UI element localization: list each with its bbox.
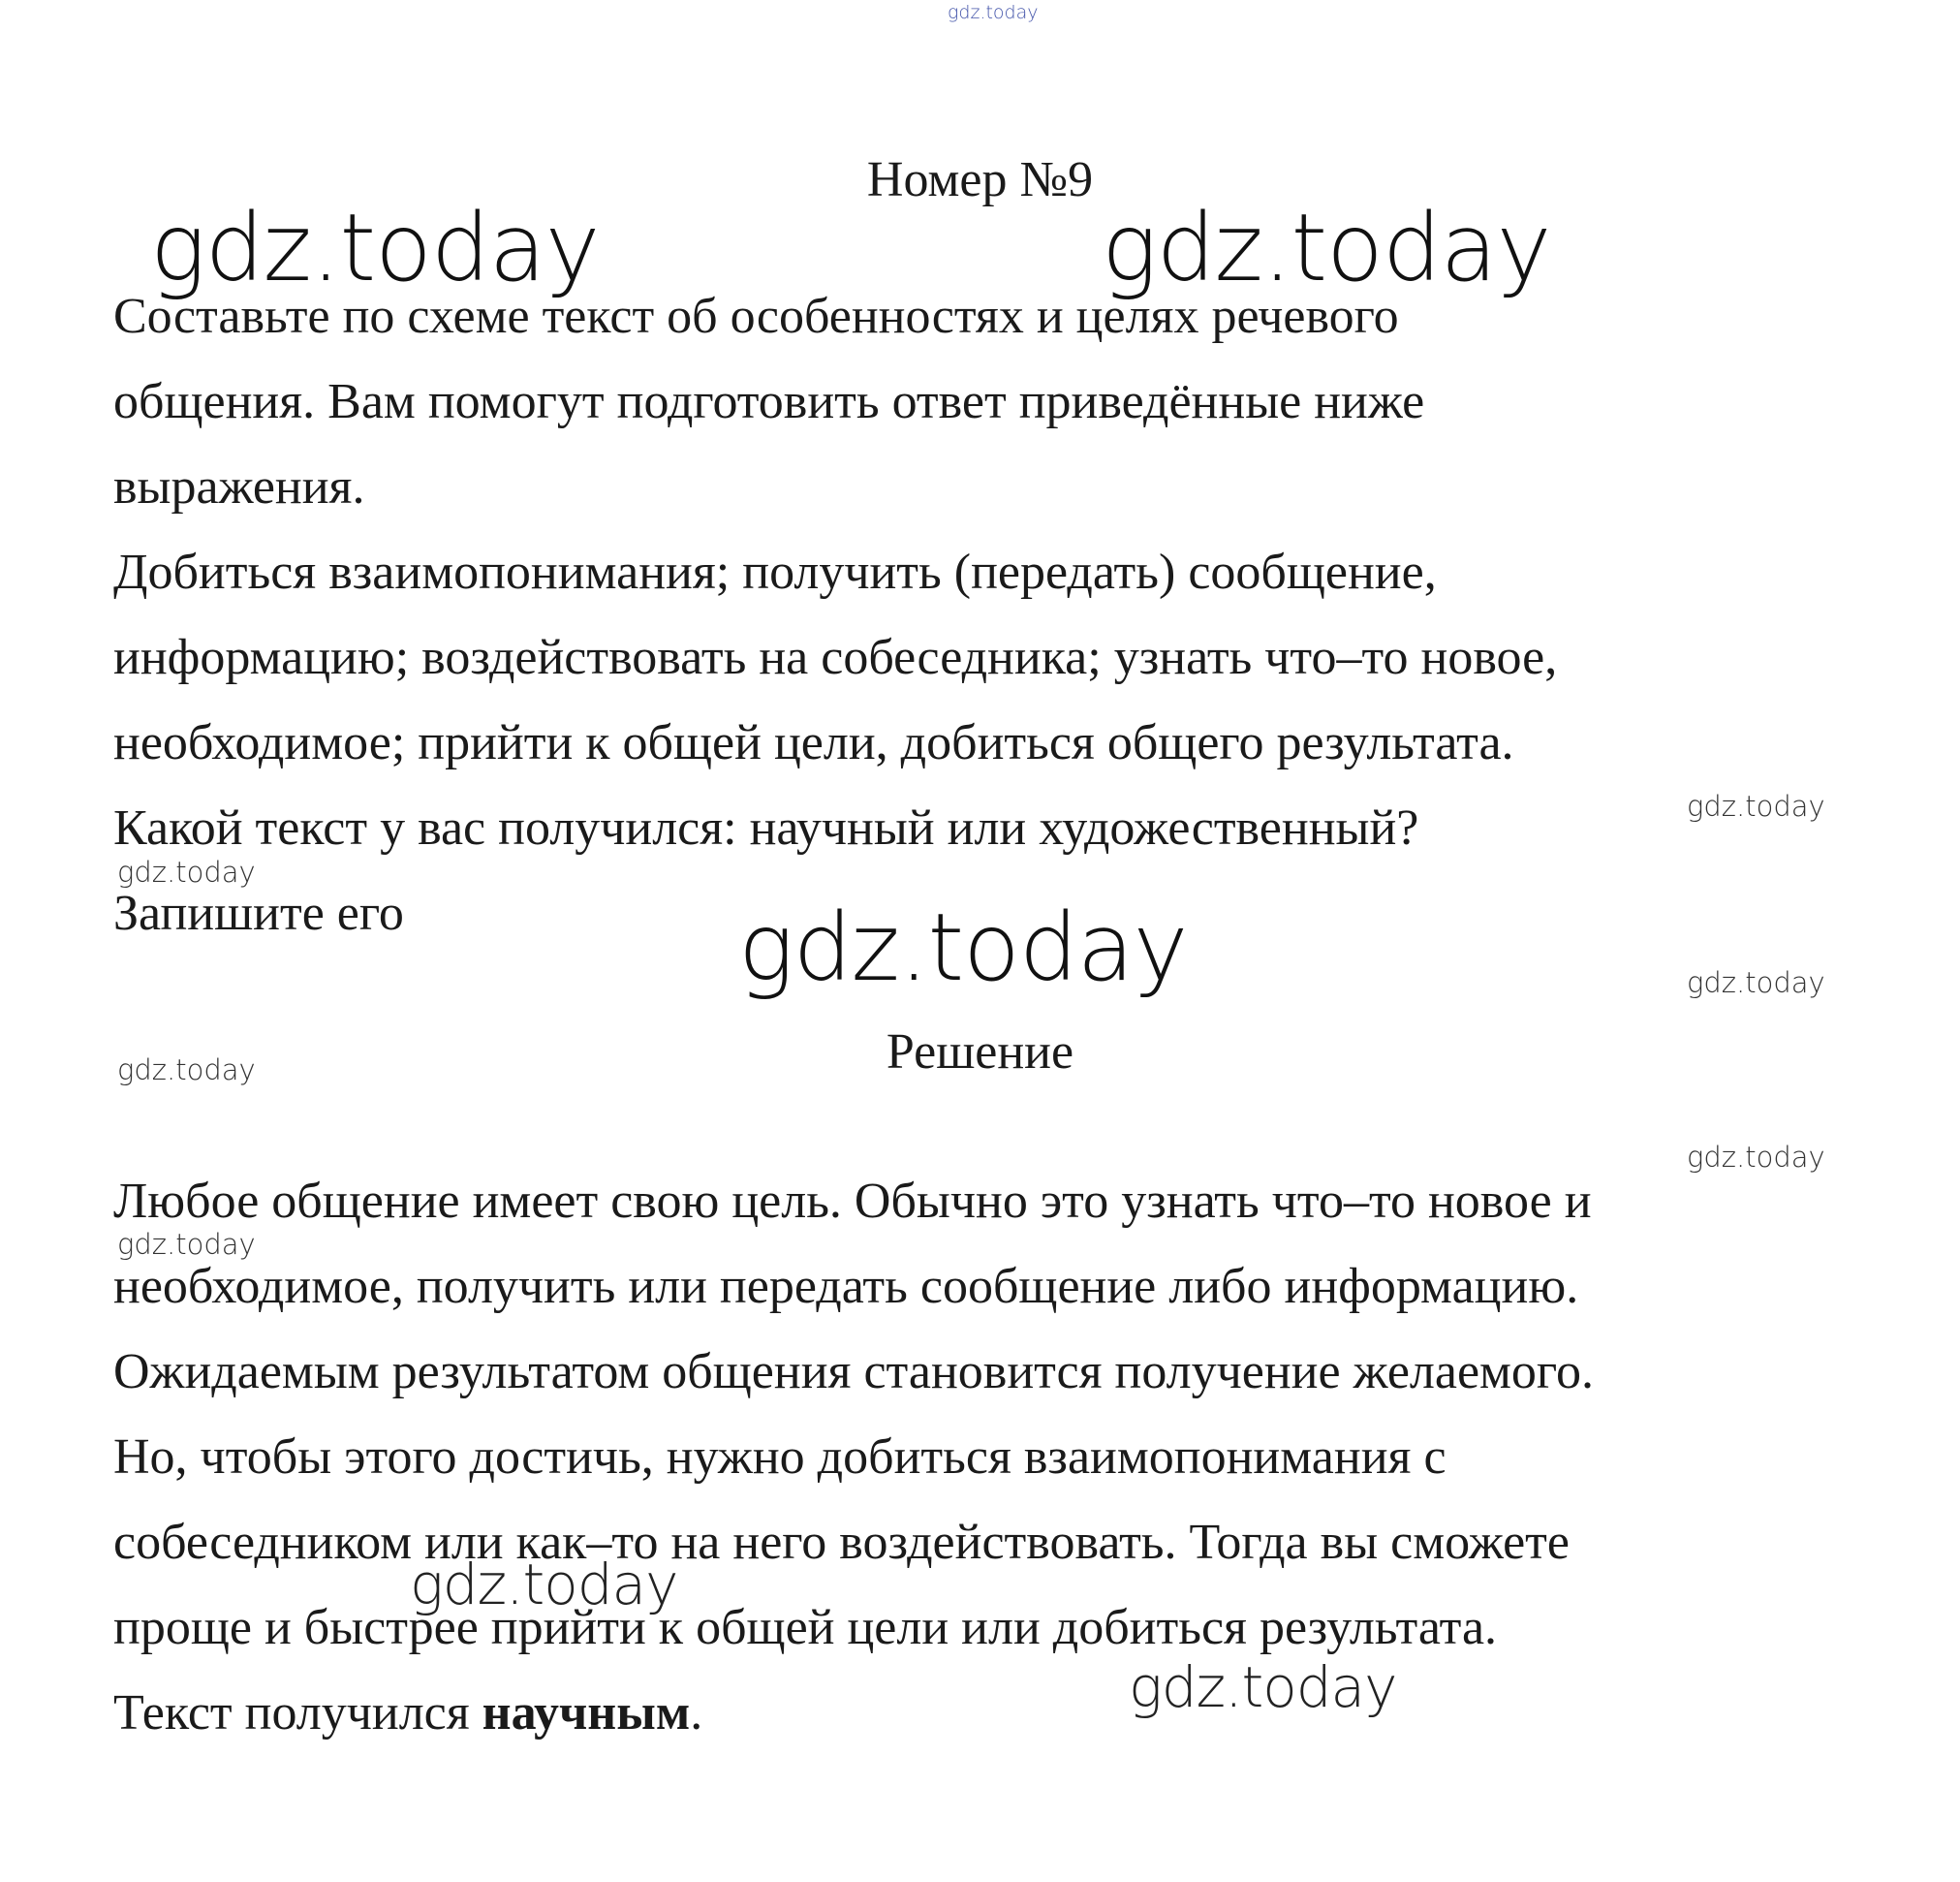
solution-heading: Решение — [886, 1024, 1074, 1080]
solution-line: Ожидаемым результатом общения становится получение желаемого. — [113, 1344, 1594, 1399]
task-text — [113, 274, 1877, 957]
conclusion-line — [113, 1671, 1877, 1756]
solution-line: проще и быстрее прийти к общей цели или добиться результата. — [113, 1600, 1498, 1655]
watermark-small-right-2: gdz.today — [1687, 966, 1825, 999]
solution-line: необходимое, получить или передать сообщение либо информацию. — [113, 1259, 1579, 1314]
solution-line: собеседником или как–то на него воздействовать. Тогда вы сможете — [113, 1515, 1570, 1570]
task-line: Добиться взаимопонимания; получить (передать) сообщение, — [113, 545, 1437, 600]
page-title: Номер №9 — [866, 152, 1094, 207]
task-line: Составьте по схеме текст об особенностях и целях речевого — [113, 289, 1399, 344]
conclusion-prefix: Текст получился — [113, 1685, 482, 1741]
conclusion-suffix: . — [690, 1685, 703, 1741]
solution-line: Но, чтобы этого достичь, нужно добиться взаимопонимания с — [113, 1429, 1447, 1485]
conclusion-emphasis: научным — [482, 1685, 691, 1741]
task-line: выражения. — [113, 459, 365, 515]
watermark-large-center: gdz.today — [738, 894, 1188, 1002]
watermark-large-left: gdz.today — [150, 194, 600, 302]
task-line: Запишите его — [113, 886, 404, 941]
watermark-mid-1: gdz.today — [410, 1552, 678, 1617]
watermark-small-left-2: gdz.today — [117, 1053, 256, 1086]
task-line: необходимое; прийти к общей цели, добиться общего результата. — [113, 715, 1514, 770]
watermark-top: gdz.today — [948, 2, 1039, 23]
solution-text — [113, 1159, 1877, 1756]
watermark-large-right: gdz.today — [1102, 194, 1551, 302]
solution-line: Любое общение имеет свою цель. Обычно это узнать что–то новое и — [113, 1174, 1592, 1229]
watermark-small-right-1: gdz.today — [1687, 790, 1825, 823]
task-line: информацию; воздействовать на собеседника; узнать что–то новое, — [113, 630, 1558, 685]
watermark-small-right-3: gdz.today — [1687, 1141, 1825, 1174]
task-line: общения. Вам помогут подготовить ответ приведённые ниже — [113, 374, 1425, 429]
task-line: Какой текст у вас получился: научный или художественный? — [113, 800, 1419, 856]
watermark-small-left-1: gdz.today — [117, 856, 256, 889]
watermark-mid-2: gdz.today — [1129, 1654, 1397, 1720]
watermark-small-left-3: gdz.today — [117, 1228, 256, 1261]
